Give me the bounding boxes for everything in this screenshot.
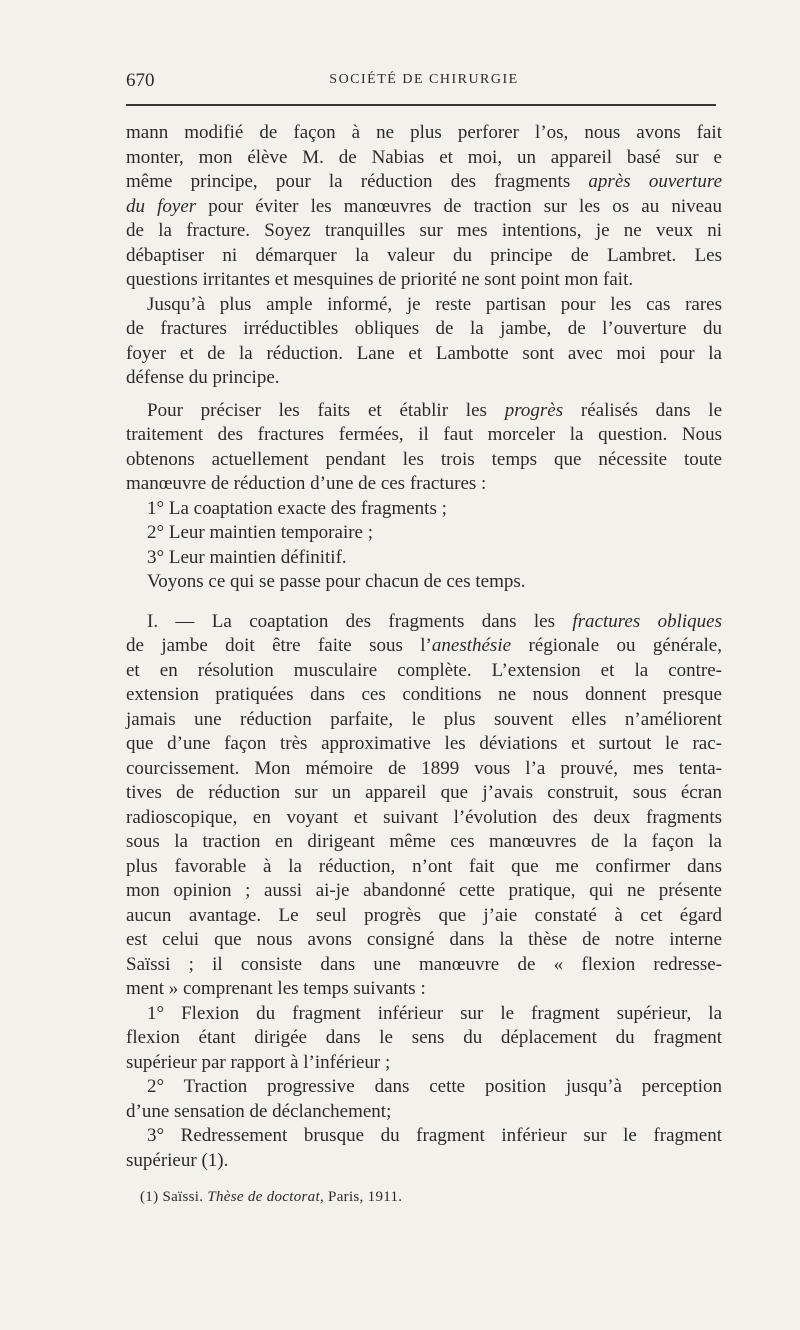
text-run: est celui que nous avons consigné dans la thèse de notre interne — [126, 929, 722, 950]
text-line — [126, 399, 722, 424]
text-run: mon opinion ; aussi ai-je abandonné cette pratique, qui ne présente — [126, 880, 722, 901]
text-line — [126, 757, 722, 782]
text-line — [126, 423, 722, 448]
text-line — [126, 1149, 722, 1174]
footnote — [140, 1189, 402, 1206]
text-run: de la fracture. Soyez tranquilles sur mes intentions, je ne veux ni — [126, 220, 722, 241]
italic-text: fractures obliques — [572, 610, 723, 632]
text-line — [126, 521, 722, 546]
paragraph — [126, 546, 722, 571]
text-line — [126, 219, 722, 244]
text-run: courcissement. Mon mémoire de 1899 vous l’a prouvé, mes tenta- — [126, 757, 722, 779]
text-run: 1° La coaptation exacte des fragments ; — [147, 497, 447, 519]
text-run: réalisés dans le — [563, 399, 722, 421]
text-run: Voyons ce qui se passe pour chacun de ces temps. — [147, 571, 526, 592]
header-rule — [126, 104, 716, 106]
text-run: défense du principe. — [126, 367, 280, 388]
text-line — [126, 1075, 722, 1100]
text-line — [126, 1100, 722, 1125]
text-run: plus favorable à la réduction, n’ont fait que me confirmer dans — [126, 855, 722, 877]
text-run: questions irritantes et mesquines de priorité ne sont point mon fait. — [126, 269, 634, 290]
text-line — [126, 708, 722, 733]
text-run: 2° Traction progressive dans cette position jusqu’à perception — [147, 1076, 722, 1097]
text-run: Saïssi ; il consiste dans une manœuvre de « flexion redresse- — [126, 953, 722, 975]
italic-text: progrès — [504, 399, 564, 421]
text-line — [126, 879, 722, 904]
text-run: aucun avantage. Le seul progrès que j’aie constaté à cet égard — [126, 904, 722, 926]
text-run: et en résolution musculaire complète. L’extension et la contre- — [126, 659, 722, 681]
italic-text: après ouverture — [588, 171, 723, 192]
text-run: 1° Flexion du fragment inférieur sur le fragment supérieur, la — [147, 1002, 722, 1024]
text-line — [126, 342, 722, 367]
text-run: Jusqu’à plus ample informé, je reste partisan pour les cas rares — [147, 293, 722, 315]
text-line — [126, 732, 722, 757]
text-run: sous la traction en dirigeant même ces manœuvres de la façon la — [126, 831, 722, 852]
text-line — [126, 497, 722, 522]
text-run: 2° Leur maintien temporaire ; — [147, 522, 374, 543]
paragraph — [126, 497, 722, 522]
paragraph — [126, 1124, 722, 1173]
text-line — [126, 121, 722, 146]
text-run: flexion étant dirigée dans le sens du déplacement du fragment — [126, 1027, 722, 1048]
footnote-title: Thèse de doctorat — [207, 1189, 320, 1205]
text-line — [126, 634, 722, 659]
text-line — [126, 806, 722, 831]
text-line — [126, 146, 722, 171]
text-line — [126, 1002, 722, 1027]
text-line — [126, 472, 722, 497]
paragraph — [126, 1002, 722, 1076]
text-run: obtenons actuellement pendant les trois temps que nécessite toute — [126, 448, 722, 470]
paragraph — [126, 610, 722, 1002]
text-run: I. — La coaptation des fragments dans les — [147, 610, 573, 632]
text-run: de jambe doit être faite sous l’ — [126, 635, 432, 656]
text-line — [126, 1124, 722, 1149]
text-line — [126, 610, 722, 635]
text-run: supérieur (1). — [126, 1149, 229, 1171]
paragraph — [126, 1075, 722, 1124]
text-line — [126, 546, 722, 571]
text-run: supérieur par rapport à l’inférieur ; — [126, 1051, 391, 1073]
text-line — [126, 855, 722, 880]
text-line — [126, 195, 722, 220]
footnote-marker: (1) Saïssi. — [140, 1189, 208, 1205]
text-line — [126, 1051, 722, 1076]
running-title: SOCIÉTÉ DE CHIRURGIE — [329, 72, 519, 87]
body-text — [126, 121, 722, 1173]
text-line — [126, 448, 722, 473]
text-run: que d’une façon très approximative les déviations et surtout le rac- — [126, 733, 722, 754]
text-run: débaptiser ni démarquer la valeur du principe de Lambret. Les — [126, 244, 722, 266]
text-line — [126, 659, 722, 684]
paragraph — [126, 121, 722, 293]
text-run: radioscopique, en voyant et suivant l’évolution des deux fragments — [126, 806, 722, 828]
text-line — [126, 317, 722, 342]
text-run: régionale ou générale, — [511, 635, 722, 656]
text-line — [126, 366, 722, 391]
text-run: d’une sensation de déclanchement; — [126, 1100, 392, 1122]
text-line — [126, 904, 722, 929]
paragraph — [126, 570, 722, 595]
text-run: mann modifié de façon à ne plus perforer l’os, nous avons fait — [126, 122, 722, 143]
text-run: manœuvre de réduction d’une de ces fractures : — [126, 473, 487, 494]
text-line — [126, 293, 722, 318]
page-number: 670 — [126, 70, 155, 91]
text-line — [126, 977, 722, 1002]
text-line — [126, 928, 722, 953]
text-run: foyer et de la réduction. Lane et Lambotte sont avec moi pour la — [126, 342, 722, 364]
text-run: monter, mon élève M. de Nabias et moi, un appareil basé sur e — [126, 146, 722, 168]
text-run: tives de réduction sur un appareil que j’avais construit, sous écran — [126, 782, 722, 803]
text-run: 3° Redressement brusque du fragment inférieur sur le fragment — [147, 1125, 722, 1146]
text-run: pour éviter les manœuvres de traction sur les os au niveau — [196, 195, 722, 217]
text-run: extension pratiquées dans ces conditions ne nous donnent presque — [126, 684, 722, 705]
text-run: Pour préciser les faits et établir les — [147, 399, 505, 421]
text-line — [126, 830, 722, 855]
page-header — [126, 70, 722, 98]
text-line — [126, 781, 722, 806]
text-run: 3° Leur maintien définitif. — [147, 546, 347, 568]
text-line — [126, 953, 722, 978]
paragraph — [126, 399, 722, 497]
italic-text: du foyer — [126, 195, 197, 217]
paragraph — [126, 521, 722, 546]
paragraph — [126, 293, 722, 391]
footnote-rest: , Paris, 1911. — [319, 1189, 403, 1205]
text-run: jamais une réduction parfaite, le plus souvent elles n’améliorent — [126, 708, 722, 730]
text-line — [126, 244, 722, 269]
text-line — [126, 268, 722, 293]
text-run: même principe, pour la réduction des fragments — [126, 171, 589, 192]
text-line — [126, 570, 722, 595]
text-line — [126, 170, 722, 195]
text-run: ment » comprenant les temps suivants : — [126, 978, 426, 999]
italic-text: anesthésie — [431, 635, 512, 656]
text-run: traitement des fractures fermées, il faut morceler la question. Nous — [126, 424, 722, 445]
text-run: de fractures irréductibles obliques de la jambe, de l’ouverture du — [126, 318, 722, 339]
text-line — [126, 683, 722, 708]
text-line — [126, 1026, 722, 1051]
